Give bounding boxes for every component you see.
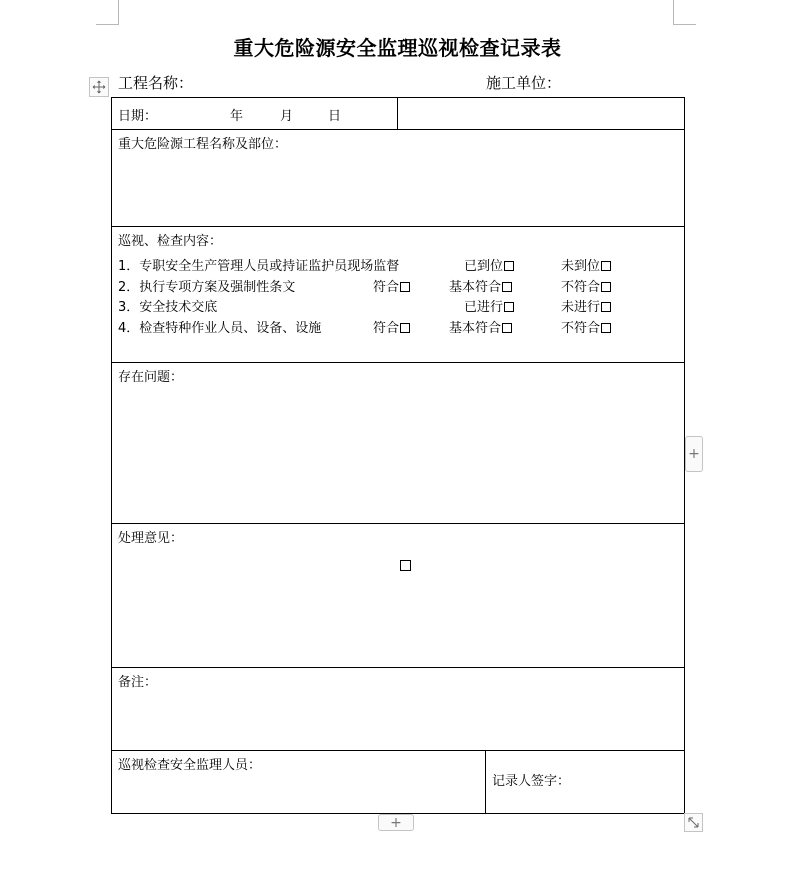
inspection-record-table xyxy=(111,97,685,814)
month-label: 月 xyxy=(280,109,294,124)
checkbox[interactable] xyxy=(504,302,514,312)
page-corner-mark-top-right xyxy=(673,0,696,25)
add-row-button[interactable] xyxy=(378,814,414,831)
inspector-label: 巡视检查安全监理人员： xyxy=(118,758,262,773)
date-extra-cell[interactable] xyxy=(398,98,685,130)
remarks-label: 备注： xyxy=(118,675,158,690)
inspection-items xyxy=(112,251,684,339)
hazard-name-cell[interactable] xyxy=(112,130,685,227)
year-label: 年 xyxy=(230,109,244,124)
inspection-item xyxy=(118,278,678,299)
handling-row xyxy=(112,524,685,668)
checkbox[interactable] xyxy=(504,261,514,271)
date-row xyxy=(112,98,685,130)
issues-label: 存在问题： xyxy=(118,370,184,385)
remarks-row xyxy=(112,668,685,751)
inspection-row xyxy=(112,227,685,363)
item-option-2[interactable] xyxy=(464,298,514,318)
item-option-2[interactable] xyxy=(464,257,514,277)
checkbox[interactable] xyxy=(502,282,512,292)
day-label: 日 xyxy=(328,109,342,124)
table-resize-handle[interactable] xyxy=(684,813,703,832)
table-move-handle[interactable] xyxy=(89,77,109,97)
item-text: 3．安全技术交底 xyxy=(118,300,218,315)
handling-cell[interactable] xyxy=(112,524,685,668)
inspector-cell[interactable] xyxy=(112,751,486,814)
option-label: 不符合 xyxy=(561,279,601,295)
inspection-item xyxy=(118,319,678,340)
page-corner-mark-top-left xyxy=(96,0,119,25)
item-option-3[interactable] xyxy=(561,319,611,339)
item-option-1[interactable] xyxy=(373,319,410,339)
date-label: 日期： xyxy=(118,109,158,124)
remarks-cell[interactable] xyxy=(112,668,685,751)
project-name-label: 工程名称： xyxy=(118,74,194,92)
add-column-button[interactable] xyxy=(685,436,703,472)
item-option-3[interactable] xyxy=(561,278,611,298)
item-option-3[interactable] xyxy=(561,257,611,277)
checkbox[interactable] xyxy=(601,302,611,312)
option-label: 未进行 xyxy=(561,300,601,315)
plus-icon: + xyxy=(390,814,402,831)
construction-unit-label: 施工单位： xyxy=(486,74,562,92)
checkbox[interactable] xyxy=(400,282,410,292)
item-text: 1．专职安全生产管理人员或持证监护员现场监督 xyxy=(118,259,400,274)
item-text: 2．执行专项方案及强制性条文 xyxy=(118,279,296,295)
checkbox[interactable] xyxy=(601,282,611,292)
option-label: 已进行 xyxy=(464,300,504,315)
inspection-item xyxy=(118,298,678,319)
checkbox[interactable] xyxy=(502,323,512,333)
checkbox[interactable] xyxy=(400,323,410,333)
option-label: 未到位 xyxy=(561,259,601,274)
move-icon xyxy=(92,80,106,94)
plus-icon: + xyxy=(688,446,700,462)
inspection-cell[interactable] xyxy=(112,227,685,363)
checkbox[interactable] xyxy=(601,261,611,271)
item-option-1[interactable] xyxy=(373,278,410,298)
recorder-cell[interactable] xyxy=(486,751,685,814)
issues-row xyxy=(112,363,685,524)
item-text: 4．检查特种作业人员、设备、设施 xyxy=(118,320,322,336)
option-label: 已到位 xyxy=(464,259,504,274)
option-label: 符合 xyxy=(373,320,400,336)
checkbox[interactable] xyxy=(601,323,611,333)
inspection-item xyxy=(118,257,678,278)
issues-cell[interactable] xyxy=(112,363,685,524)
date-cell[interactable] xyxy=(112,98,398,130)
item-option-2[interactable] xyxy=(449,278,512,298)
inspection-label: 巡视、检查内容： xyxy=(118,234,223,249)
item-option-3[interactable] xyxy=(561,298,611,318)
recorder-label: 记录人签字： xyxy=(492,774,571,789)
hazard-name-row xyxy=(112,130,685,227)
signature-row xyxy=(112,751,685,814)
hazard-name-label: 重大危险源工程名称及部位： xyxy=(118,137,288,152)
option-label: 不符合 xyxy=(561,320,601,336)
option-label: 基本符合 xyxy=(449,320,502,336)
resize-diagonal-icon xyxy=(687,816,700,829)
option-label: 符合 xyxy=(373,279,400,295)
handling-label: 处理意见： xyxy=(118,531,184,546)
option-label: 基本符合 xyxy=(449,279,502,295)
handling-checkbox[interactable] xyxy=(400,560,411,571)
page-title: 重大危险源安全监理巡视检查记录表 xyxy=(233,36,562,60)
item-option-2[interactable] xyxy=(449,319,512,339)
